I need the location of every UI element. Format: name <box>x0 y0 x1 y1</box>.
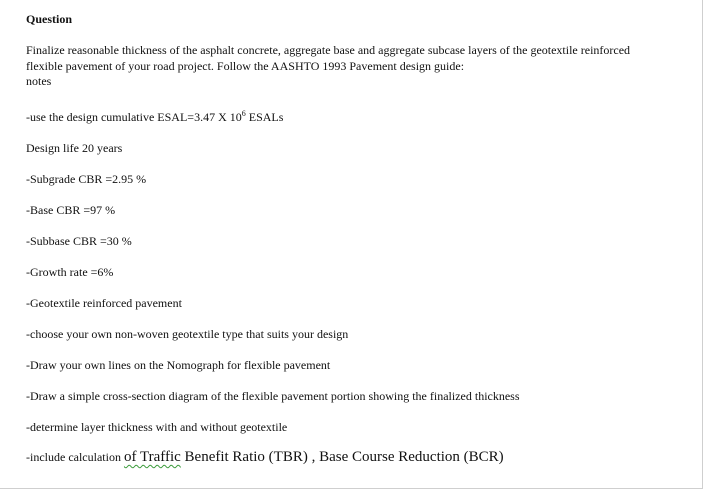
note-geotextile-reinforced: -Geotextile reinforced pavement <box>26 296 182 310</box>
intro-text: Finalize reasonable thickness of the asphalt concrete, aggregate base and aggregate subcase layers of the geotextile reinforced flexible pavement of your road project. Follow the AASHTO 1993 Pavement design guide: <box>26 43 631 73</box>
esal-text: -use the design cumulative ESAL=3.47 X 10 <box>26 110 242 124</box>
calc-rest: Benefit Ratio (TBR) , Base Course Reduction (BCR) <box>180 449 504 465</box>
note-draw-cross-section: -Draw a simple cross-section diagram of the flexible pavement portion showing the finalized thickness <box>26 389 520 403</box>
esal-unit: ESALs <box>245 110 284 124</box>
question-title: Question <box>26 12 73 26</box>
question-intro <box>26 43 666 90</box>
note-growth-rate: -Growth rate =6% <box>26 265 114 279</box>
spellcheck-flagged-text: of Traffic <box>123 449 181 465</box>
notes-label: notes <box>26 74 52 88</box>
note-base-cbr: -Base CBR =97 % <box>26 203 116 217</box>
note-draw-nomograph: -Draw your own lines on the Nomograph for flexible pavement <box>26 358 331 372</box>
calc-prefix: -include calculation <box>26 450 124 464</box>
note-choose-geotextile: -choose your own non-woven geotextile type that suits your design <box>26 327 349 341</box>
note-determine-thickness: -determine layer thickness with and without geotextile <box>26 420 288 434</box>
note-subbase-cbr: -Subbase CBR =30 % <box>26 234 132 248</box>
note-subgrade-cbr: -Subgrade CBR =2.95 % <box>26 172 147 186</box>
note-include-calculation <box>26 449 504 466</box>
note-esal <box>26 110 283 125</box>
note-design-life: Design life 20 years <box>26 141 123 155</box>
esal-exponent: 6 <box>241 109 246 118</box>
